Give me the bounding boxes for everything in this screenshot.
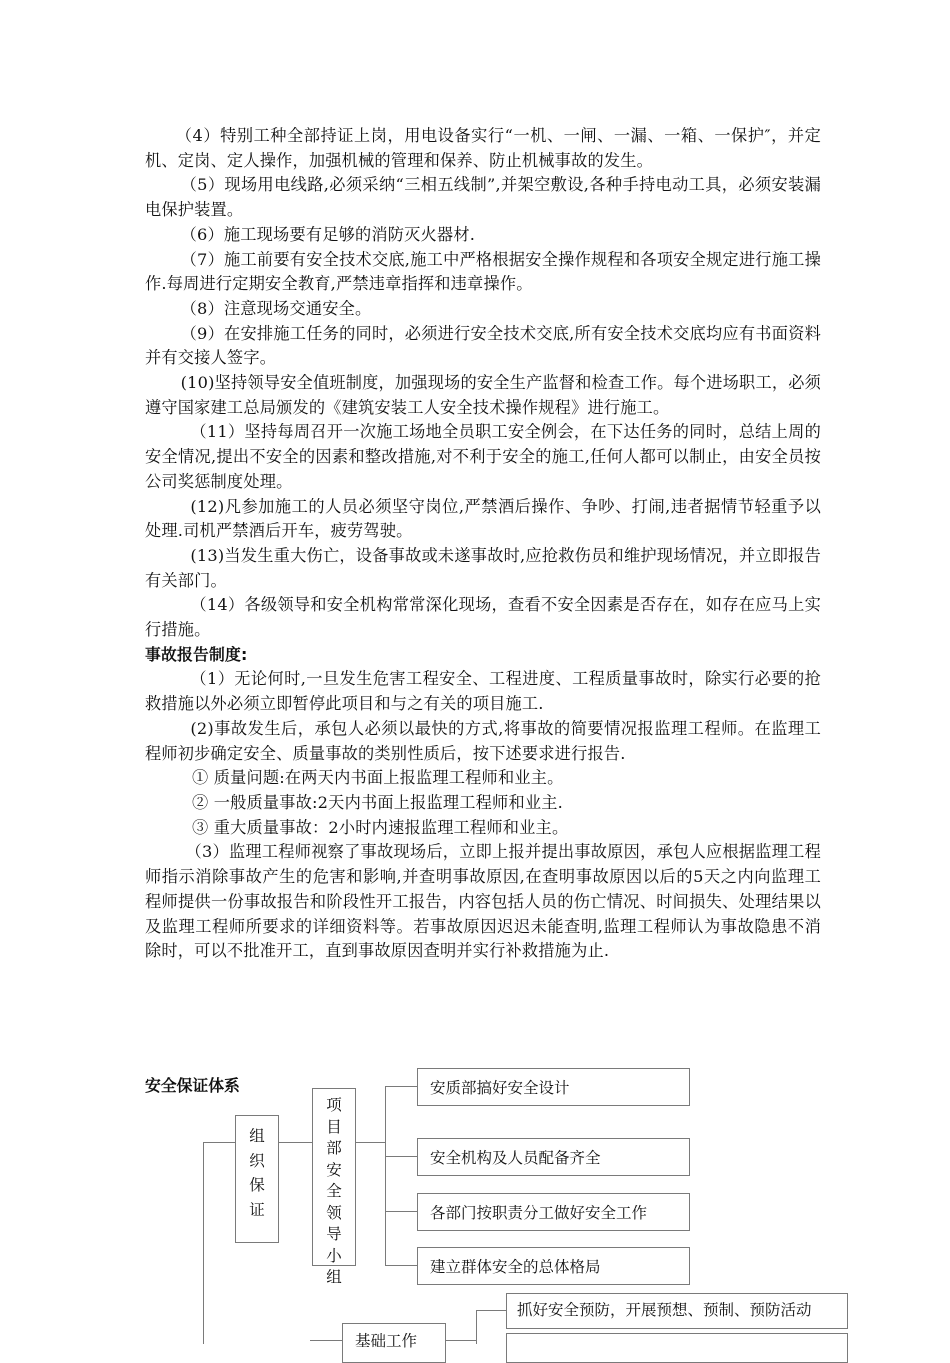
box-char: 全: [326, 1182, 342, 1200]
org-guarantee-box: [235, 1115, 279, 1243]
diagram-item-label: 各部门按职责分工做好安全工作: [430, 1204, 648, 1222]
paragraph: （11）坚持每周召开一次施工场地全员职工安全例会，在下达任务的同时，总结上周的安全情况,提出不安全的因素和整改措施,对不利于安全的施工,任何人都可以制止，由安全员按公司奖惩制度处理。: [145, 422, 821, 491]
list-item: ① 质量问题:在两天内书面上报监理工程师和业主。: [191, 768, 564, 788]
leadership-group-box: [312, 1088, 356, 1286]
diagram-item-box: [506, 1293, 848, 1329]
connector-line: [385, 1265, 417, 1266]
connector-line: [385, 1156, 417, 1157]
connector-line: [476, 1310, 506, 1311]
box-char: 证: [249, 1200, 265, 1219]
diagram-item-box: [417, 1193, 690, 1231]
diagram-item-box: [417, 1247, 690, 1285]
diagram-item-box: [417, 1068, 690, 1106]
paragraph: (2)事故发生后，承包人必须以最快的方式,将事故的简要情况报监理工程师。在监理工程师初步确定安全、质量事故的类别性质后，按下述要求进行报告.: [145, 718, 821, 763]
diagram-title: 安全保证体系: [145, 1076, 240, 1095]
diagram-item-box: [506, 1333, 848, 1363]
box-char: 目: [326, 1117, 342, 1136]
box-char: 小: [326, 1246, 342, 1265]
connector-line: [203, 1142, 235, 1143]
connector-line: [385, 1086, 386, 1266]
box-char: 项: [326, 1096, 342, 1114]
box-char: 领: [326, 1203, 342, 1222]
box-char: 保: [249, 1176, 265, 1194]
paragraph: （7）施工前要有安全技术交底,施工中严格根据安全操作规程和各项安全规定进行施工操作.每周进行定期安全教育,严禁违章指挥和违章操作。: [145, 249, 821, 294]
connector-line: [385, 1211, 417, 1212]
box-char: 安: [326, 1160, 342, 1179]
diagram-item-label: 抓好安全预防，开展预想、预制、预防活动: [517, 1301, 812, 1319]
basic-work-box: [342, 1323, 446, 1363]
connector-line: [310, 1340, 342, 1341]
connector-line: [445, 1340, 476, 1341]
diagram-item-box: [417, 1138, 690, 1176]
paragraph: （9）在安排施工任务的同时，必须进行安全技术交底,所有安全技术交底均应有书面资料并有交接人签字。: [145, 323, 821, 368]
box-char: 组: [249, 1127, 265, 1145]
diagram-item-label: 安质部搞好安全设计: [430, 1079, 570, 1097]
paragraph: (10)坚持领导安全值班制度，加强现场的安全生产监督和检查工作。每个进场职工，必须遵守国家建工总局颁发的《建筑安装工人安全技术操作规程》进行施工。: [145, 373, 821, 417]
basic-work-label: 基础工作: [355, 1332, 418, 1350]
connector-line: [203, 1142, 204, 1344]
box-char: 部: [326, 1139, 342, 1157]
connector-line: [355, 1142, 385, 1143]
diagram-item-label: 安全机构及人员配备齐全: [430, 1149, 601, 1167]
paragraph: （14）各级领导和安全机构常常深化现场，查看不安全因素是否存在，如存在应马上实行措施。: [145, 595, 821, 640]
paragraph: (13)当发生重大伤亡，设备事故或未遂事故时,应抢救伤员和维护现场情况，并立即报告有关部门。: [145, 545, 821, 590]
connector-line: [476, 1310, 477, 1344]
box-char: 导: [326, 1225, 342, 1243]
paragraph: （1）无论何时,一旦发生危害工程安全、工程进度、工程质量事故时，除实行必要的抢救措施以外必须立即暂停此项目和与之有关的项目施工.: [145, 669, 821, 714]
paragraph: （5）现场用电线路,必须采纳“三相五线制”,并架空敷设,各种手持电动工具，必须安装漏电保护装置。: [145, 175, 821, 220]
connector-line: [385, 1086, 417, 1087]
box-char: 织: [249, 1151, 265, 1170]
list-item: ② 一般质量事故:2天内书面上报监理工程师和业主.: [191, 792, 563, 812]
connector-line: [278, 1142, 312, 1143]
diagram-item-label: 建立群体安全的总体格局: [430, 1258, 601, 1276]
document-body: [145, 124, 821, 964]
paragraph: （3）监理工程师视察了事故现场后，立即上报并提出事故原因，承包人应根据监理工程师指示消除事故产生的危害和影响,并查明事故原因,在查明事故原因以后的5天之内向监理工程师提供一份事故报告和阶段性开工报告，内容包括人员的伤亡情况、时间损失、处理结果以及监理工程师所要求的详细资料等。若事故原因迟迟未能查明,监理工程师认为事故隐患不消除时，可以不批准开工，直到事故原因查明并实行补救措施为止.: [145, 842, 821, 961]
paragraph: （8）注意现场交通安全。: [180, 298, 372, 318]
paragraph: (12)凡参加施工的人员必须坚守岗位,严禁酒后操作、争吵、打闹,违者据情节轻重予以处理.司机严禁酒后开车，疲劳驾驶。: [145, 496, 821, 541]
box-char: 组: [326, 1268, 342, 1286]
section-heading-accident-report: 事故报告制度:: [145, 644, 248, 664]
paragraph: （4）特别工种全部持证上岗，用电设备实行“一机、一闸、一漏、一箱、一保护″，并定机、定岗、定人操作，加强机械的管理和保养、防止机械事故的发生。: [145, 126, 821, 170]
paragraph: （6）施工现场要有足够的消防灭火器材.: [180, 224, 476, 244]
list-item: ③ 重大质量事故：2小时内速报监理工程师和业主。: [191, 817, 569, 837]
